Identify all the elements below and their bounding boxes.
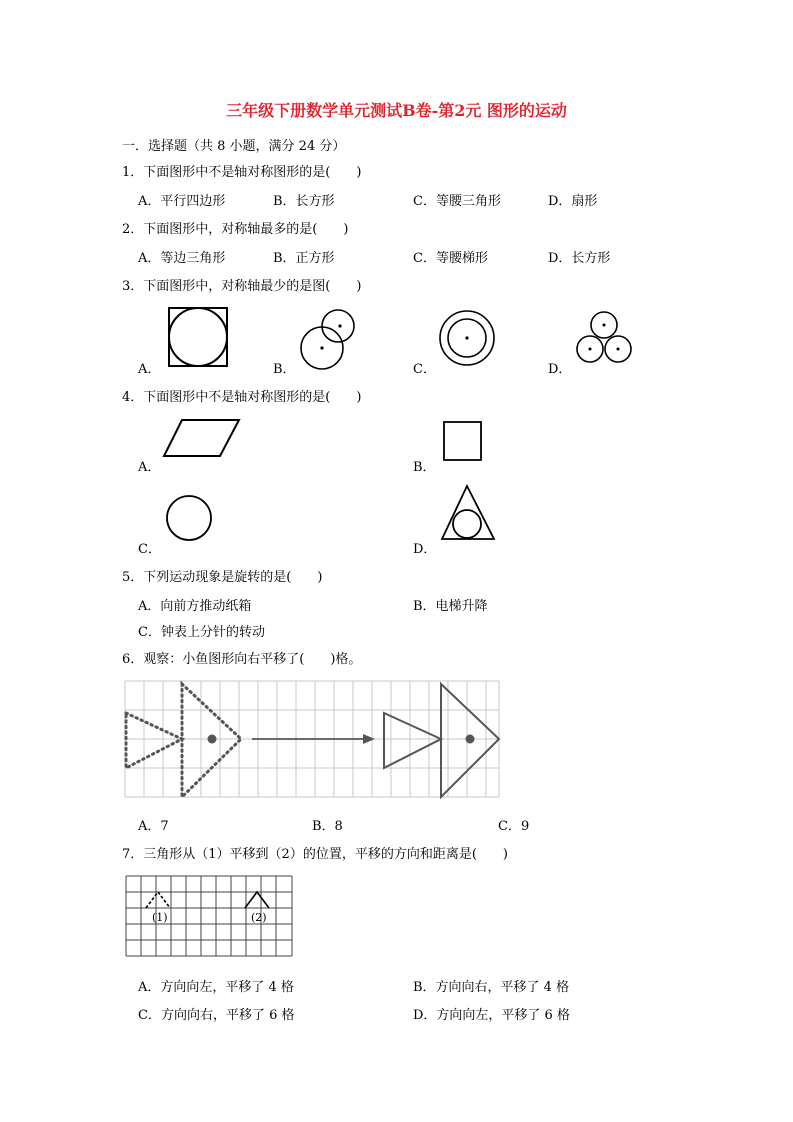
q4-figure-c-circle <box>165 494 215 544</box>
q4-option-b[interactable]: B． <box>413 460 436 475</box>
q2-option-d[interactable]: D．长方形 <box>548 251 611 266</box>
question-6-stem: 6．观察：小鱼图形向右平移了( )格。 <box>122 652 362 667</box>
q7-label-2: (2) <box>251 911 267 924</box>
q3-option-a[interactable]: A． <box>138 362 161 377</box>
q4-figure-d-triangle-circle <box>440 484 498 542</box>
page-title: 三年级下册数学单元测试B卷-第2元 图形的运动 <box>226 101 567 120</box>
q3-option-b[interactable]: B． <box>273 362 296 377</box>
q4-option-a[interactable]: A． <box>138 460 161 475</box>
question-4-stem: 4．下面图形中不是轴对称图形的是( ) <box>122 390 362 405</box>
q7-option-c[interactable]: C．方向向右，平移了 6 格 <box>138 1008 295 1023</box>
q7-label-1: (1) <box>152 911 168 924</box>
q6-option-c[interactable]: C．9 <box>498 819 530 834</box>
question-3-stem: 3．下面图形中，对称轴最少的是图( ) <box>122 279 362 294</box>
q4-option-c[interactable]: C． <box>138 542 161 557</box>
q7-triangle-1-dashed <box>146 892 170 908</box>
q2-option-a[interactable]: A．等边三角形 <box>138 251 226 266</box>
q4-figure-b-square <box>443 421 483 463</box>
q1-option-a[interactable]: A．平行四边形 <box>138 194 226 209</box>
q7-grid <box>126 876 292 956</box>
q3-figure-c-concentric-circles <box>438 309 498 369</box>
q5-option-a[interactable]: A．向前方推动纸箱 <box>138 599 252 614</box>
q6-fish-original-eye <box>208 735 217 744</box>
section-heading: 一．选择题（共 8 小题，满分 24 分） <box>122 139 346 154</box>
question-7-stem: 7．三角形从（1）平移到（2）的位置，平移的方向和距离是( ) <box>122 847 508 862</box>
q6-fish-moved-eye <box>466 735 475 744</box>
q6-option-a[interactable]: A．7 <box>138 819 169 834</box>
q3-option-c[interactable]: C． <box>413 362 436 377</box>
q5-option-c[interactable]: C．钟表上分针的转动 <box>138 625 265 640</box>
question-5-stem: 5．下列运动现象是旋转的是( ) <box>122 570 323 585</box>
question-2-stem: 2．下面图形中，对称轴最多的是( ) <box>122 222 349 237</box>
q1-option-b[interactable]: B．长方形 <box>273 194 335 209</box>
q1-option-c[interactable]: C．等腰三角形 <box>413 194 501 209</box>
q3-option-d[interactable]: D． <box>548 362 572 377</box>
q6-fish-original-dotted <box>126 684 241 797</box>
q7-triangle-2 <box>245 892 269 908</box>
q7-triangle-grid-figure <box>126 876 294 958</box>
q7-option-a[interactable]: A．方向向左，平移了 4 格 <box>138 980 294 995</box>
q3-figure-d-three-circles <box>572 310 636 370</box>
q4-figure-a-parallelogram <box>162 418 242 460</box>
q3-figure-b-two-circles <box>300 308 362 374</box>
q1-option-d[interactable]: D．扇形 <box>548 194 598 209</box>
q2-option-b[interactable]: B．正方形 <box>273 251 335 266</box>
q6-option-b[interactable]: B．8 <box>312 819 343 834</box>
q6-fish-moved <box>384 684 499 797</box>
q5-option-b[interactable]: B．电梯升降 <box>413 599 488 614</box>
q7-option-b[interactable]: B．方向向右，平移了 4 格 <box>413 980 570 995</box>
q7-option-d[interactable]: D．方向向左，平移了 6 格 <box>413 1008 570 1023</box>
q3-figure-a-square-circle <box>165 304 231 370</box>
q4-option-d[interactable]: D． <box>413 542 437 557</box>
q2-option-c[interactable]: C．等腰梯形 <box>413 251 488 266</box>
question-1-stem: 1．下面图形中不是轴对称图形的是( ) <box>122 165 362 180</box>
q6-fish-grid-figure <box>125 681 501 799</box>
q6-move-arrow <box>252 734 375 744</box>
